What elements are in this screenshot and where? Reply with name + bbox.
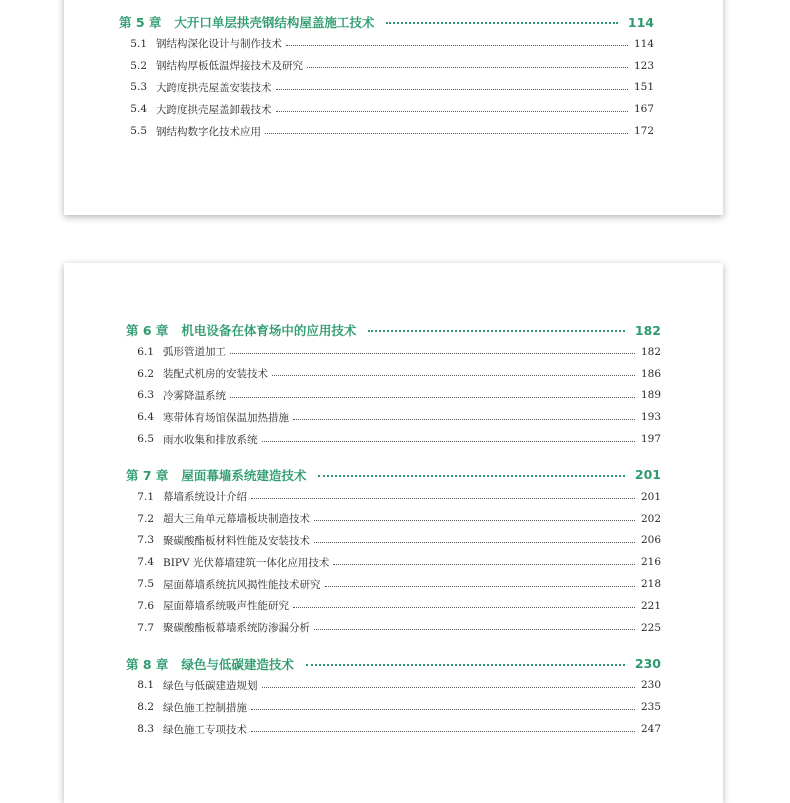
section-page: 172 bbox=[634, 125, 655, 138]
section-page: 225 bbox=[641, 621, 662, 634]
section-number: 6.3 bbox=[137, 389, 154, 402]
section-page: 221 bbox=[641, 599, 662, 612]
chapter-number: 第 5 章 bbox=[119, 15, 162, 30]
dot-leader bbox=[306, 664, 625, 666]
section-title: 幕墙系统设计介绍 bbox=[163, 491, 247, 504]
section-row[interactable] bbox=[119, 77, 654, 99]
section-title: 寒带体育场馆保温加热措施 bbox=[163, 411, 289, 424]
dot-leader bbox=[318, 475, 624, 477]
section-row[interactable] bbox=[126, 486, 661, 508]
chapter-spacer bbox=[126, 450, 661, 464]
section-number: 5.2 bbox=[130, 59, 147, 72]
section-row[interactable] bbox=[126, 696, 661, 718]
toc-page-top bbox=[64, 0, 723, 215]
chapter-heading[interactable] bbox=[126, 319, 661, 341]
section-page: 167 bbox=[634, 103, 655, 116]
section-number: 7.7 bbox=[137, 621, 154, 634]
section-page: 123 bbox=[634, 59, 655, 72]
section-page: 230 bbox=[641, 679, 662, 692]
section-number: 8.1 bbox=[137, 679, 154, 692]
chapter-page: 182 bbox=[634, 322, 661, 338]
section-number: 7.3 bbox=[137, 534, 154, 547]
section-row[interactable] bbox=[126, 341, 661, 363]
section-row[interactable] bbox=[126, 595, 661, 617]
section-row[interactable] bbox=[126, 428, 661, 450]
dot-leader bbox=[293, 419, 635, 420]
dot-leader bbox=[262, 441, 636, 442]
section-title: 屋面幕墙系统抗风揭性能技术研究 bbox=[163, 578, 321, 591]
section-title: 钢结构数字化技术应用 bbox=[156, 125, 261, 138]
chapter-number: 第 7 章 bbox=[126, 467, 169, 483]
section-title: 大跨度拱壳屋盖卸载技术 bbox=[156, 103, 272, 116]
section-row[interactable] bbox=[126, 617, 661, 639]
section-row[interactable] bbox=[126, 363, 661, 385]
section-number: 8.3 bbox=[137, 723, 154, 736]
dot-leader bbox=[276, 111, 629, 112]
section-number: 7.6 bbox=[137, 599, 154, 612]
section-page: 218 bbox=[641, 578, 662, 591]
section-page: 216 bbox=[641, 556, 662, 569]
dot-leader bbox=[314, 542, 635, 543]
section-row[interactable] bbox=[126, 385, 661, 407]
section-number: 8.2 bbox=[137, 701, 154, 714]
section-row[interactable] bbox=[126, 530, 661, 552]
dot-leader bbox=[286, 45, 628, 46]
section-title: 绿色施工专项技术 bbox=[163, 723, 247, 736]
section-page: 189 bbox=[641, 389, 662, 402]
section-row[interactable] bbox=[126, 551, 661, 573]
dot-leader bbox=[314, 629, 635, 630]
section-page: 193 bbox=[641, 411, 662, 424]
dot-leader bbox=[251, 709, 635, 710]
dot-leader bbox=[265, 133, 628, 134]
section-number: 5.4 bbox=[130, 103, 147, 116]
dot-leader bbox=[230, 353, 635, 354]
chapter-list bbox=[126, 319, 661, 740]
section-title: 聚碳酸酯板幕墙系统防渗漏分析 bbox=[163, 622, 310, 635]
chapter-heading[interactable] bbox=[126, 464, 661, 486]
section-title: 大跨度拱壳屋盖安装技术 bbox=[156, 81, 272, 94]
section-row[interactable] bbox=[119, 120, 654, 142]
dot-leader bbox=[293, 607, 635, 608]
chapter-number: 第 6 章 bbox=[126, 323, 169, 338]
chapter-spacer bbox=[126, 639, 661, 653]
dot-leader bbox=[272, 375, 635, 376]
section-page: 202 bbox=[641, 512, 662, 525]
section-number: 5.3 bbox=[130, 81, 147, 94]
section-title: 装配式机房的安装技术 bbox=[163, 368, 268, 381]
section-number: 6.5 bbox=[137, 433, 154, 446]
chapter-heading[interactable] bbox=[119, 11, 654, 33]
section-page: 114 bbox=[634, 37, 655, 50]
section-page: 197 bbox=[641, 433, 662, 446]
page-edge-gap bbox=[64, 115, 66, 139]
section-title: BIPV 光伏幕墙建筑一体化应用技术 bbox=[163, 556, 330, 569]
chapter-title: 绿色与低碳建造技术 bbox=[181, 656, 294, 672]
section-title: 钢结构厚板低温焊接技术及研究 bbox=[156, 60, 303, 73]
section-title: 绿色施工控制措施 bbox=[163, 701, 247, 714]
dot-leader bbox=[262, 687, 636, 688]
section-number: 5.5 bbox=[130, 125, 147, 138]
dot-leader bbox=[314, 520, 635, 521]
section-title: 超大三角单元幕墙板块制造技术 bbox=[163, 513, 310, 526]
chapter-page: 230 bbox=[634, 656, 661, 672]
section-number: 5.1 bbox=[130, 37, 147, 50]
section-page: 235 bbox=[641, 701, 662, 714]
section-title: 雨水收集和排放系统 bbox=[163, 433, 258, 446]
section-number: 7.5 bbox=[137, 578, 154, 591]
section-page: 201 bbox=[641, 490, 662, 503]
dot-leader bbox=[333, 564, 635, 565]
chapter-number: 第 8 章 bbox=[126, 656, 169, 672]
toc-page-bottom bbox=[64, 263, 723, 803]
section-number: 6.4 bbox=[137, 411, 154, 424]
section-row[interactable] bbox=[119, 55, 654, 77]
section-number: 6.1 bbox=[137, 345, 154, 358]
section-row[interactable] bbox=[126, 675, 661, 697]
dot-leader bbox=[307, 67, 628, 68]
dot-leader bbox=[325, 586, 636, 587]
section-title: 绿色与低碳建造规划 bbox=[163, 679, 258, 692]
section-page: 206 bbox=[641, 534, 662, 547]
section-row[interactable] bbox=[126, 718, 661, 740]
section-number: 7.4 bbox=[137, 556, 154, 569]
chapter-title: 机电设备在体育场中的应用技术 bbox=[181, 323, 357, 338]
section-page: 247 bbox=[641, 723, 662, 736]
section-row[interactable] bbox=[119, 98, 654, 120]
section-row[interactable] bbox=[126, 508, 661, 530]
section-page: 186 bbox=[641, 367, 662, 380]
section-title: 冷雾降温系统 bbox=[163, 389, 226, 402]
dot-leader bbox=[276, 89, 629, 90]
section-title: 屋面幕墙系统吸声性能研究 bbox=[163, 600, 289, 613]
chapter-heading[interactable] bbox=[126, 653, 661, 675]
section-row[interactable] bbox=[119, 33, 654, 55]
chapter-5-block bbox=[119, 11, 654, 142]
section-row[interactable] bbox=[126, 573, 661, 595]
chapter-title: 屋面幕墙系统建造技术 bbox=[181, 467, 307, 483]
chapter-page: 201 bbox=[634, 467, 661, 483]
dot-leader bbox=[251, 498, 635, 499]
section-title: 钢结构深化设计与制作技术 bbox=[156, 38, 282, 51]
section-number: 7.1 bbox=[137, 490, 154, 503]
section-page: 151 bbox=[634, 81, 655, 94]
section-title: 聚碳酸酯板材料性能及安装技术 bbox=[163, 534, 310, 547]
chapter-title: 大开口单层拱壳钢结构屋盖施工技术 bbox=[174, 15, 375, 30]
dot-leader bbox=[251, 731, 635, 732]
section-number: 6.2 bbox=[137, 367, 154, 380]
chapter-page: 114 bbox=[627, 14, 654, 30]
dot-leader bbox=[230, 397, 635, 398]
dot-leader bbox=[368, 330, 624, 332]
section-number: 7.2 bbox=[137, 512, 154, 525]
section-page: 182 bbox=[641, 345, 662, 358]
dot-leader bbox=[386, 22, 617, 24]
section-title: 弧形管道加工 bbox=[163, 346, 226, 359]
section-row[interactable] bbox=[126, 406, 661, 428]
